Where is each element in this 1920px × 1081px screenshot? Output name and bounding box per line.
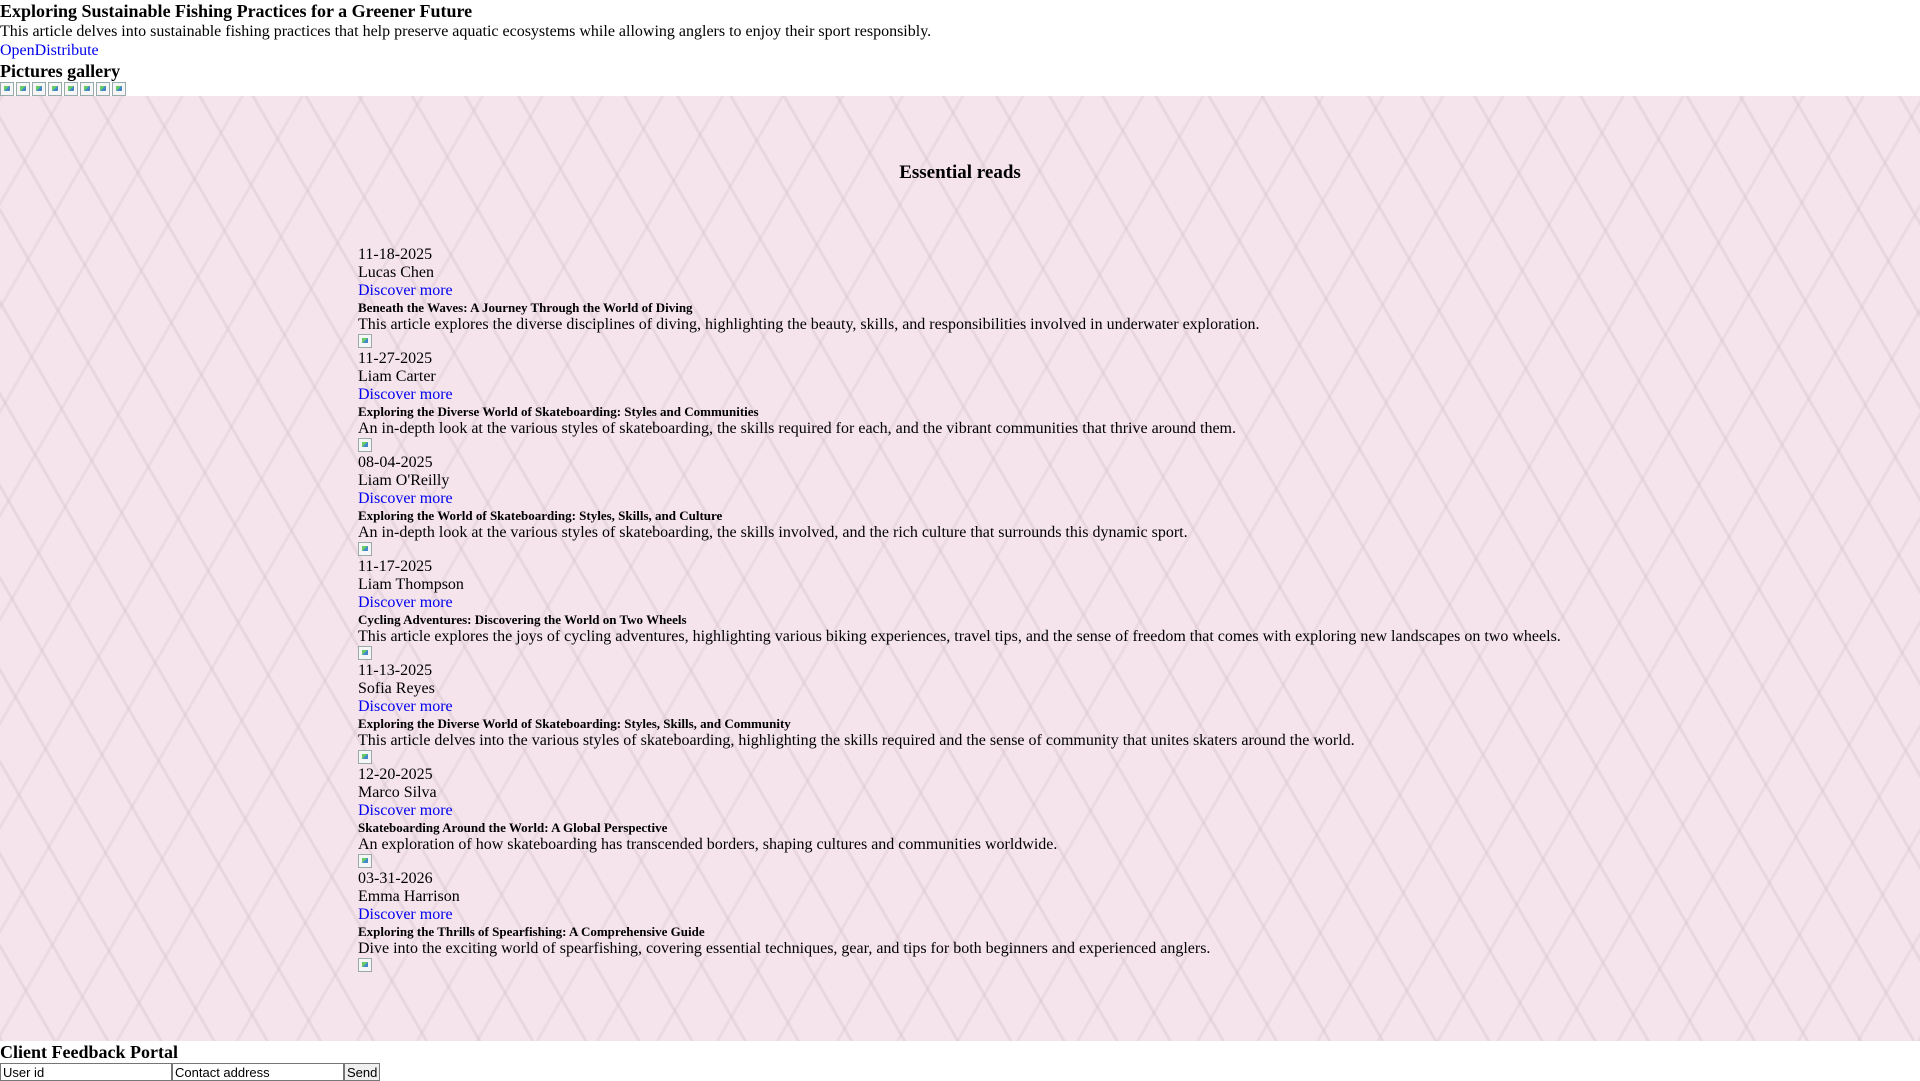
distribute-link[interactable]: Distribute [34,42,99,59]
read-author: Lucas Chen [358,264,434,281]
send-button[interactable]: Send [344,1063,380,1081]
read-description: An in-depth look at the various styles of skateboarding, the skills involved, and the rich culture that surrounds this dynamic sport. [358,524,1188,541]
reads-list [358,246,1561,974]
feedback-section [0,1041,380,1081]
open-link[interactable]: Open [0,42,35,59]
read-title: Exploring the Diverse World of Skateboarding: Styles and Communities [358,404,759,419]
gallery-image-icon[interactable] [112,82,126,96]
read-image-icon [358,750,372,764]
read-item [358,558,1561,662]
read-author: Liam O'Reilly [358,472,450,489]
page-description: This article delves into sustainable fishing practices that help preserve aquatic ecosystems while allowing anglers to enjoy their sport responsibly. [0,23,932,40]
read-title: Exploring the World of Skateboarding: Styles, Skills, and Culture [358,508,723,523]
contact-address-input[interactable] [172,1063,344,1081]
read-author: Sofia Reyes [358,680,435,697]
read-item [358,350,1561,454]
read-date: 11-27-2025 [358,350,433,367]
gallery-image-icon[interactable] [96,82,110,96]
read-item [358,454,1561,558]
feedback-title: Client Feedback Portal [0,1042,178,1062]
read-description: This article explores the diverse disciplines of diving, highlighting the beauty, skills, and responsibilities involved in underwater exploration. [358,316,1260,333]
gallery-image-icon[interactable] [64,82,78,96]
read-date: 12-20-2025 [358,766,433,783]
read-description: Dive into the exciting world of spearfishing, covering essential techniques, gear, and tips for both beginners and experienced anglers. [358,940,1211,957]
read-title: Exploring the Thrills of Spearfishing: A Comprehensive Guide [358,924,705,939]
discover-more-link[interactable]: Discover more [358,490,453,507]
discover-more-link[interactable]: Discover more [358,594,453,611]
gallery-image-icon[interactable] [16,82,30,96]
essential-reads-title: Essential reads [899,162,1021,183]
read-item [358,870,1561,974]
read-author: Liam Thompson [358,576,464,593]
read-date: 08-04-2025 [358,454,433,471]
read-image-icon [358,646,372,660]
read-image-icon [358,542,372,556]
read-date: 11-13-2025 [358,662,433,679]
gallery-image-icon[interactable] [80,82,94,96]
discover-more-link[interactable]: Discover more [358,698,453,715]
read-title: Cycling Adventures: Discovering the World on Two Wheels [358,612,687,627]
discover-more-link[interactable]: Discover more [358,386,453,403]
read-title: Skateboarding Around the World: A Global Perspective [358,820,668,835]
read-description: This article delves into the various styles of skateboarding, highlighting the skills required and the sense of community that unites skaters around the world. [358,732,1355,749]
user-id-input[interactable] [0,1063,172,1081]
read-date: 03-31-2026 [358,870,433,887]
read-title: Beneath the Waves: A Journey Through the World of Diving [358,300,693,315]
read-date: 11-18-2025 [358,246,433,263]
read-description: An exploration of how skateboarding has transcended borders, shaping cultures and communities worldwide. [358,836,1058,853]
read-item [358,246,1561,350]
read-description: This article explores the joys of cycling adventures, highlighting various biking experiences, travel tips, and the sense of freedom that comes with exploring new landscapes on two wheels. [358,628,1561,645]
read-date: 11-17-2025 [358,558,433,575]
read-image-icon [358,334,372,348]
gallery-title: Pictures gallery [0,61,121,81]
read-author: Liam Carter [358,368,436,385]
discover-more-link[interactable]: Discover more [358,906,453,923]
read-item [358,766,1561,870]
read-title: Exploring the Diverse World of Skateboarding: Styles, Skills, and Community [358,716,791,731]
read-author: Marco Silva [358,784,437,801]
read-image-icon [358,854,372,868]
discover-more-link[interactable]: Discover more [358,282,453,299]
gallery-image-icon[interactable] [32,82,46,96]
header-links [0,42,1920,60]
gallery-image-icon[interactable] [48,82,62,96]
gallery-image-icon[interactable] [0,82,14,96]
page-title: Exploring Sustainable Fishing Practices for a Greener Future [0,1,473,21]
read-description: An in-depth look at the various styles of skateboarding, the skills required for each, and the vibrant communities that thrive around them. [358,420,1236,437]
read-item [358,662,1561,766]
essential-reads-section [0,96,1920,1041]
feedback-form [0,1063,380,1081]
discover-more-link[interactable]: Discover more [358,802,453,819]
read-image-icon [358,958,372,972]
read-author: Emma Harrison [358,888,460,905]
read-image-icon [358,438,372,452]
